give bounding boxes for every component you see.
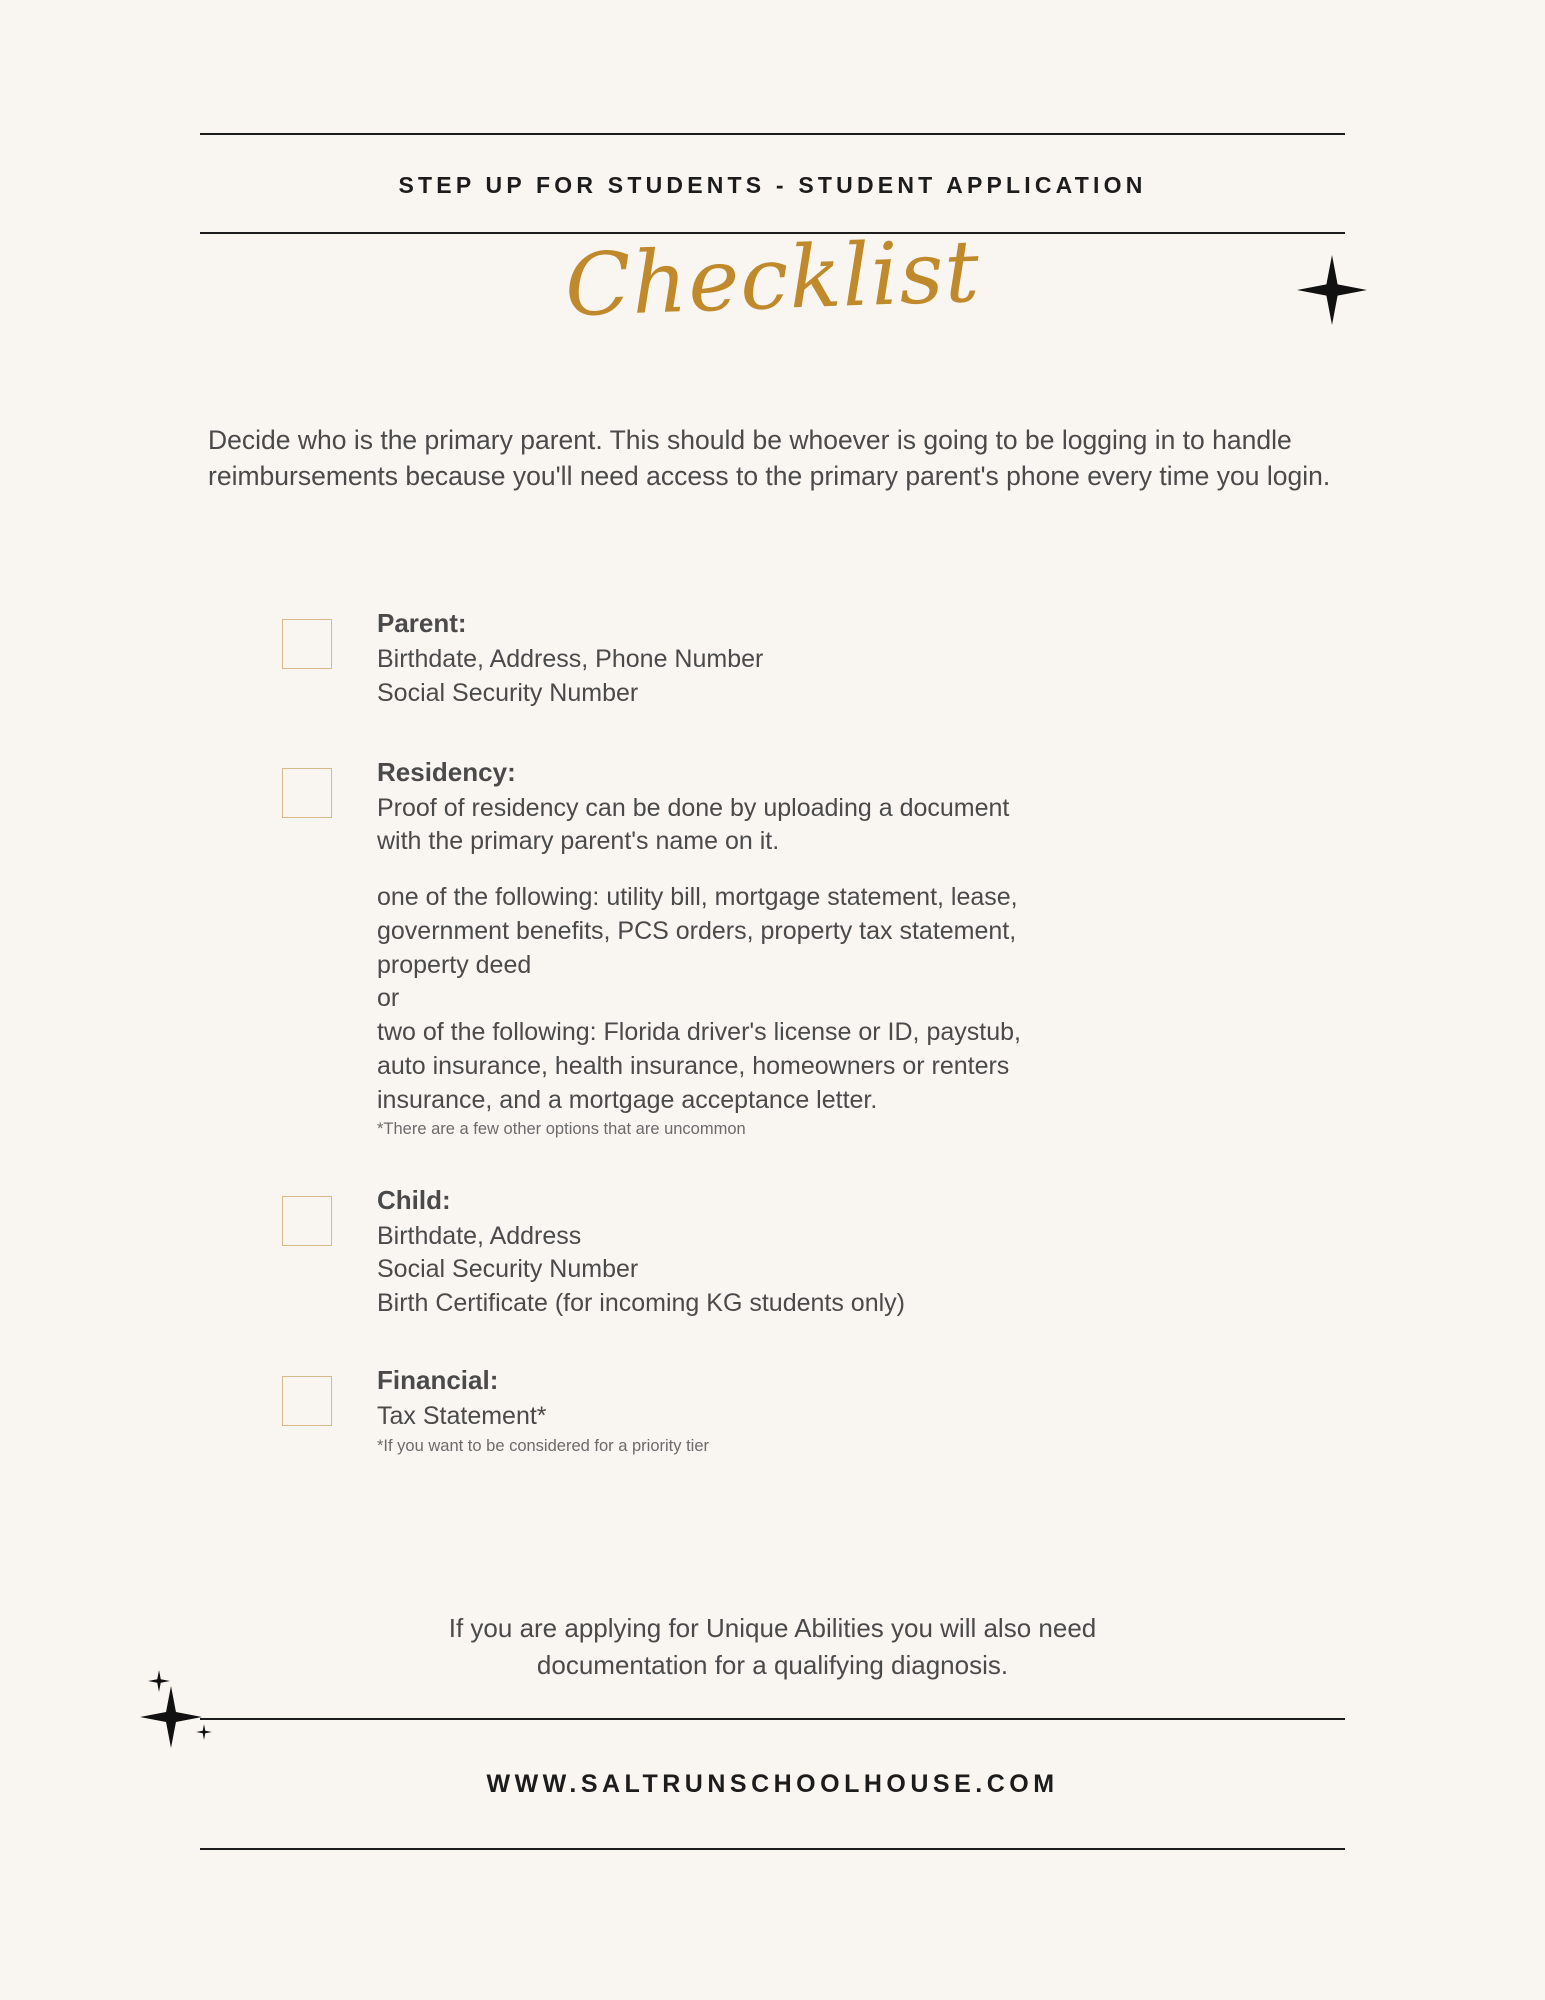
checklist-item-title: Residency: xyxy=(377,756,516,787)
checklist-item-parent[interactable] xyxy=(282,608,1402,711)
checklist-item-line: Tax Statement* xyxy=(377,1401,547,1430)
checklist-item-line: auto insurance, health insurance, homeowners or renters xyxy=(377,1051,1010,1080)
checklist-item-line: Birthdate, Address, Phone Number xyxy=(377,645,764,673)
checklist-item-title: Parent: xyxy=(377,608,467,638)
page-title: Checklist xyxy=(563,221,982,337)
checklist-item-line: one of the following: utility bill, mortgage statement, lease, xyxy=(377,883,1018,911)
checklist-item-body xyxy=(377,608,1402,711)
closing-line-1: If you are applying for Unique Abilities you will also need xyxy=(448,1613,1097,1643)
checkbox-parent[interactable] xyxy=(282,619,332,669)
checklist-item-title: Financial: xyxy=(377,1364,499,1395)
checklist xyxy=(282,608,1402,1457)
checklist-item-line: Social Security Number xyxy=(377,678,639,707)
divider-bottom xyxy=(200,1848,1345,1850)
checklist-item-line: Birthdate, Address xyxy=(377,1221,582,1250)
closing-note xyxy=(0,1610,1545,1684)
website-url[interactable]: WWW.SALTRUNSCHOOLHOUSE.COM xyxy=(486,1770,1059,1798)
checklist-item-line: Social Security Number xyxy=(377,1255,639,1284)
checklist-item-child[interactable] xyxy=(282,1185,1402,1321)
checklist-item-residency[interactable] xyxy=(282,757,1402,1141)
checklist-item-line: with the primary parent's name on it. xyxy=(377,827,780,856)
checklist-item-body xyxy=(377,1185,1402,1321)
page-kicker: STEP UP FOR STUDENTS - STUDENT APPLICATION xyxy=(398,172,1147,198)
checklist-item-line: insurance, and a mortgage acceptance letter. xyxy=(377,1085,878,1114)
four-point-star-icon xyxy=(140,1686,202,1748)
divider-above-url xyxy=(200,1718,1345,1720)
checklist-item-line: two of the following: Florida driver's license or ID, paystub, xyxy=(377,1018,1021,1046)
closing-line-2: documentation for a qualifying diagnosis. xyxy=(536,1649,1009,1680)
checklist-item-line: property deed xyxy=(377,950,532,979)
checklist-item-line: Proof of residency can be done by uploading a document xyxy=(377,793,1010,822)
checklist-item-line: Birth Certificate (for incoming KG students only) xyxy=(377,1289,905,1318)
spacer xyxy=(377,859,1402,881)
divider-top xyxy=(200,133,1345,135)
checkbox-financial[interactable] xyxy=(282,1376,332,1426)
checklist-item-note: *If you want to be considered for a priority tier xyxy=(377,1436,709,1455)
checklist-item-line: or xyxy=(377,984,400,1013)
checklist-item-body xyxy=(377,757,1402,1141)
checklist-item-title: Child: xyxy=(377,1184,451,1215)
checklist-item-note: *There are a few other options that are uncommon xyxy=(377,1120,746,1139)
checkbox-residency[interactable] xyxy=(282,768,332,818)
checklist-item-body xyxy=(377,1365,1402,1457)
checkbox-child[interactable] xyxy=(282,1196,332,1246)
intro-paragraph: Decide who is the primary parent. This should be whoever is going to be logging in to handle reimbursements because you'll need access to the primary parent's phone every time you login. xyxy=(208,425,1331,492)
checklist-item-line: government benefits, PCS orders, property tax statement, xyxy=(377,916,1017,945)
four-point-star-tiny-icon xyxy=(196,1724,212,1740)
checklist-item-financial[interactable] xyxy=(282,1365,1402,1457)
